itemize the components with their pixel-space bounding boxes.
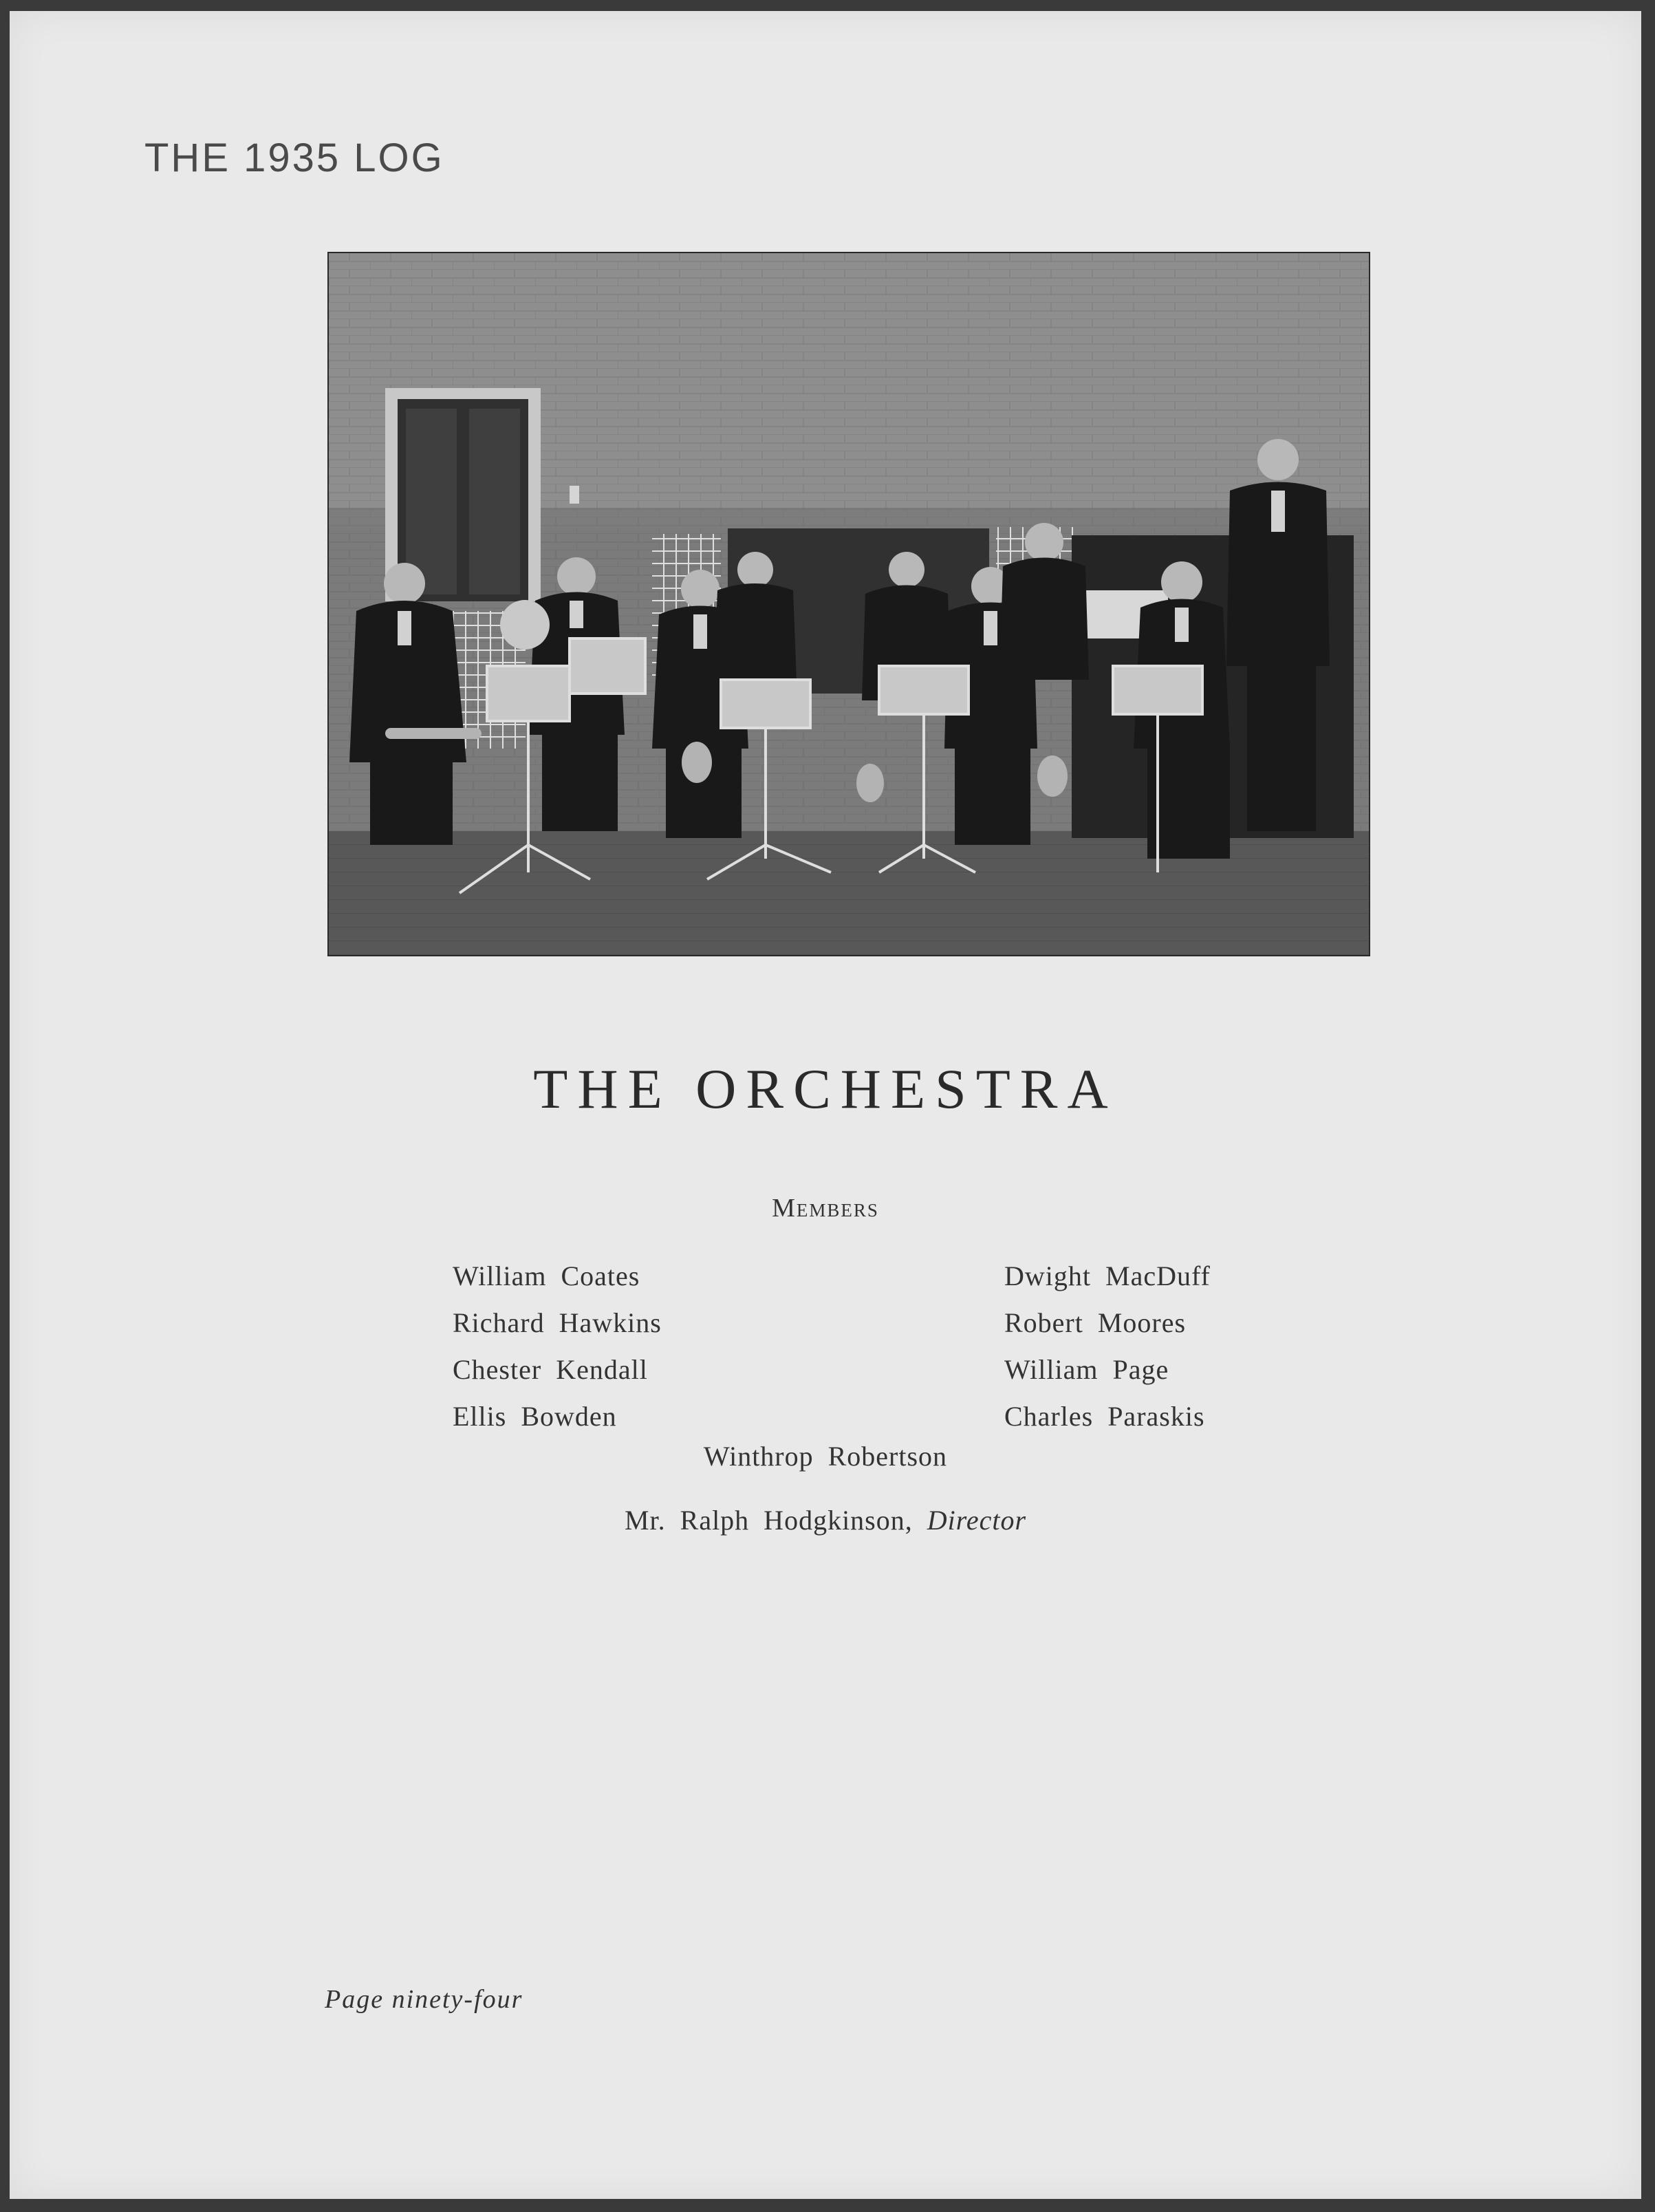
page-number: Page ninety-four: [325, 1985, 523, 2014]
director-line: [10, 1504, 1641, 1536]
member-name: Ellis Bowden: [453, 1401, 617, 1432]
member-name: Robert Moores: [1004, 1307, 1187, 1338]
members-heading: Members: [772, 1194, 879, 1223]
member-name: Richard Hawkins: [453, 1307, 662, 1338]
member-name: Chester Kendall: [453, 1354, 648, 1385]
member-name: Charles Paraskis: [1004, 1401, 1205, 1432]
orchestra-photo-illustration: [329, 253, 1369, 955]
page-title: THE ORCHESTRA: [533, 1057, 1118, 1120]
members-left-column: [453, 1253, 662, 1440]
members-right-column: [1004, 1253, 1211, 1440]
member-name: William Page: [1004, 1354, 1169, 1385]
member-name-centered: Winthrop Robertson: [703, 1441, 948, 1472]
director-name: Mr. Ralph Hodgkinson,: [624, 1505, 913, 1536]
member-name: William Coates: [453, 1260, 640, 1291]
orchestra-photo: [327, 252, 1370, 956]
running-header: THE 1935 LOG: [144, 136, 444, 180]
member-name: Dwight MacDuff: [1004, 1260, 1211, 1291]
yearbook-page: [10, 11, 1641, 2199]
director-role: Director: [927, 1505, 1027, 1536]
